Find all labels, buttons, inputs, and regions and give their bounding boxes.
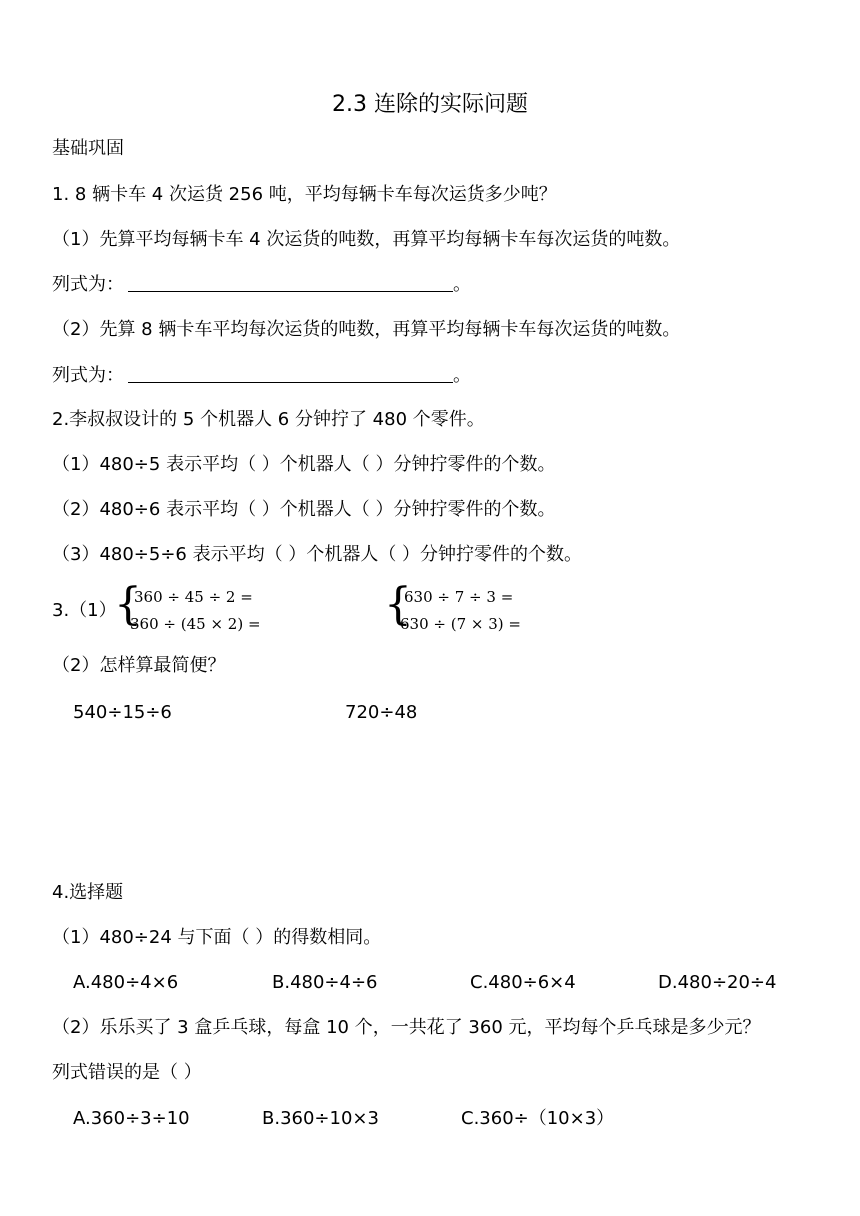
q1-part1-answer-line	[52, 272, 471, 298]
section-heading: 基础巩固	[52, 138, 124, 159]
q4-p1-option-c[interactable]: C.480÷6×4	[470, 972, 576, 993]
q2-part1: （1）480÷5 表示平均（ ）个机器人（ ）分钟拧零件的个数。	[52, 454, 556, 475]
q1-stem: 1. 8 辆卡车 4 次运货 256 吨，平均每辆卡车每次运货多少吨？	[52, 184, 557, 205]
left-brace: {	[114, 579, 142, 630]
end-mark: 。	[453, 274, 471, 295]
page-title: 2.3 连除的实际问题	[332, 92, 528, 117]
q1-part2-answer-line	[52, 363, 471, 389]
answer-blank[interactable]	[128, 364, 453, 383]
q4-p1-option-b[interactable]: B.480÷4÷6	[272, 972, 378, 993]
q4-part2-line1: （2）乐乐买了 3 盒乒乓球，每盒 10 个，一共花了 360 元，平均每个乒乓球是多少元？	[52, 1017, 761, 1038]
q1-part1: （1）先算平均每辆卡车 4 次运货的吨数，再算平均每辆卡车每次运货的吨数。	[52, 229, 681, 250]
equation: 630 ÷ 7 ÷ 3 =	[404, 588, 514, 606]
q4-p2-option-a[interactable]: A.360÷3÷10	[73, 1108, 190, 1129]
q3-calc2: 720÷48	[345, 702, 418, 723]
q4-p2-option-c[interactable]: C.360÷（10×3）	[461, 1108, 615, 1129]
right-brace: {	[384, 579, 412, 630]
q3-calc1: 540÷15÷6	[73, 702, 172, 723]
equation: 360 ÷ 45 ÷ 2 =	[134, 588, 253, 606]
formula-label: 列式为：	[52, 274, 124, 295]
q4-p1-option-a[interactable]: A.480÷4×6	[73, 972, 179, 993]
q2-stem: 2.李叔叔设计的 5 个机器人 6 分钟拧了 480 个零件。	[52, 409, 485, 430]
q4-part1: （1）480÷24 与下面（ ）的得数相同。	[52, 927, 382, 948]
formula-label: 列式为：	[52, 365, 124, 386]
q4-p1-option-d[interactable]: D.480÷20÷4	[658, 972, 777, 993]
answer-blank[interactable]	[128, 273, 453, 292]
equation: 630 ÷ (7 × 3) =	[400, 615, 521, 633]
q1-part2: （2）先算 8 辆卡车平均每次运货的吨数，再算平均每辆卡车每次运货的吨数。	[52, 319, 681, 340]
q3-label: 3.（1）	[52, 600, 117, 621]
q4-stem: 4.选择题	[52, 882, 124, 903]
equation: 360 ÷ (45 × 2) =	[130, 615, 261, 633]
q3-part2: （2）怎样算最简便？	[52, 655, 226, 676]
end-mark: 。	[453, 365, 471, 386]
q4-part2-line2: 列式错误的是（ ）	[52, 1062, 202, 1083]
q4-p2-option-b[interactable]: B.360÷10×3	[262, 1108, 379, 1129]
q2-part2: （2）480÷6 表示平均（ ）个机器人（ ）分钟拧零件的个数。	[52, 499, 556, 520]
q2-part3: （3）480÷5÷6 表示平均（ ）个机器人（ ）分钟拧零件的个数。	[52, 544, 583, 565]
